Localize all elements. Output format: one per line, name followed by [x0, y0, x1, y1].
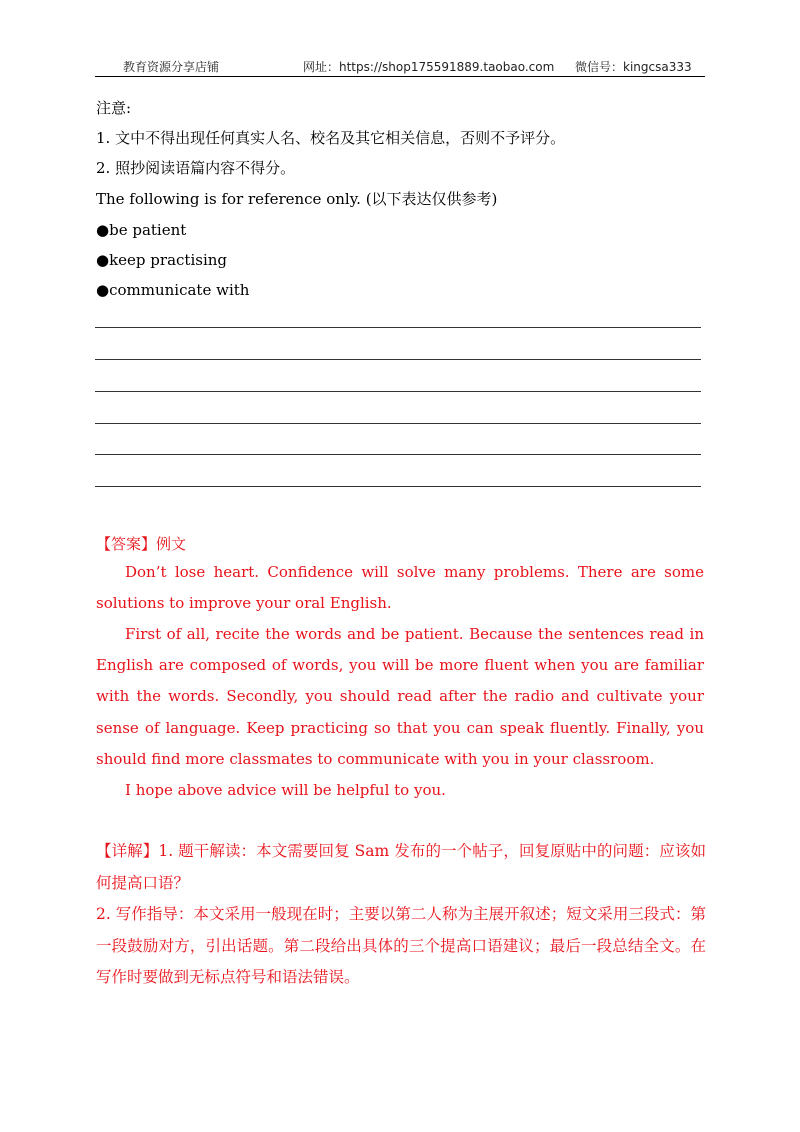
answer-paragraph-3: I hope above advice will be helpful to you.	[125, 781, 446, 799]
header-shop-name: 教育资源分享店铺	[123, 60, 220, 74]
hint-bullet-2: ●keep practising	[96, 251, 228, 269]
writing-line-6	[95, 486, 701, 487]
reference-intro: The following is for reference only. (以下表达仅供参考)	[96, 190, 498, 208]
writing-line-3	[95, 391, 701, 392]
note-item-2: 2. 照抄阅读语篇内容不得分。	[96, 159, 296, 177]
writing-line-1	[95, 327, 701, 328]
page-header	[95, 56, 705, 77]
header-url: 网址：https://shop175591889.taobao.com	[303, 60, 555, 74]
note-item-1: 1. 文中不得出现任何真实人名、校名及其它相关信息，否则不予评分。	[96, 129, 566, 147]
hint-bullet-3: ●communicate with	[96, 281, 250, 299]
hint-bullet-1: ●be patient	[96, 221, 187, 239]
answer-paragraph-1: Don’t lose heart. Confidence will solve many problems. There are some solutions to improve your oral English.	[96, 563, 704, 613]
writing-line-2	[95, 359, 701, 360]
explanation-part-1: 【详解】1. 题干解读：本文需要回复 Sam 发布的一个帖子，回复原贴中的问题：应该如何提高口语？	[96, 842, 706, 892]
answer-paragraph-2: First of all, recite the words and be patient. Because the sentences read in English are composed of words, you will be more fluent when you are familiar with the words. Secondly, you should read after the radio and cultivate your sense of language. Keep practicing so that you can speak fluently. Finally, you should find more classmates to communicate with you in your classroom.	[96, 625, 704, 768]
explanation-part-2: 2. 写作指导：本文采用一般现在时；主要以第二人称为主展开叙述；短文采用三段式：第一段鼓励对方，引出话题。第二段给出具体的三个提高口语建议；最后一段总结全文。在写作时要做到无标点符号和语法错误。	[96, 905, 706, 986]
writing-line-5	[95, 454, 701, 455]
notes-title: 注意:	[96, 99, 132, 117]
answer-label: 【答案】例文	[96, 535, 187, 553]
header-wechat: 微信号：kingcsa333	[575, 60, 692, 74]
writing-line-4	[95, 423, 701, 424]
